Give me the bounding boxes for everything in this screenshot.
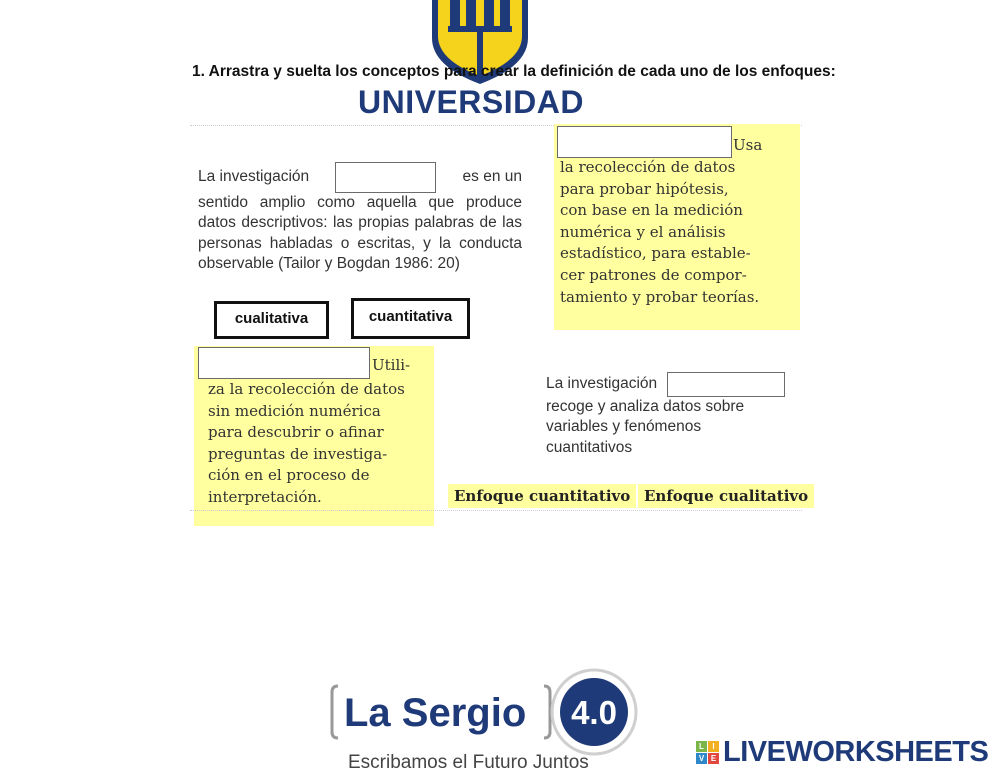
definition-card-right bbox=[554, 124, 800, 330]
instruction-text: 1. Arrastra y suelta los conceptos para crear la definición de cada uno de los enfoques: bbox=[192, 63, 836, 80]
label-enfoque-cuantitativo: Enfoque cuantitativo bbox=[448, 484, 636, 508]
la-sergio-version: 4.0 bbox=[571, 694, 617, 731]
divider bbox=[190, 510, 802, 511]
card-left-line: ción en el proceso de bbox=[208, 466, 370, 485]
card-right-line: cer patrones de compor- bbox=[560, 265, 747, 284]
card-right-line: para probar hipótesis, bbox=[560, 179, 729, 198]
university-title: UNIVERSIDAD bbox=[358, 84, 584, 120]
drop-target-right-paragraph[interactable] bbox=[667, 372, 785, 397]
definition-paragraph-right bbox=[546, 372, 786, 458]
card-left-line: interpretación. bbox=[208, 487, 322, 506]
lw-letter: L bbox=[696, 741, 707, 752]
paragraph-left-rest: sentido amplio como aquella que produce datos descriptivos: las propias palabras de las personas habladas o escritas, y la conducta observable (Tailor y Bogdan 1986: 20) bbox=[198, 194, 522, 273]
liveworksheets-wordmark: LIVEWORKSHEETS bbox=[723, 736, 989, 768]
draggable-word-cuantitativa[interactable]: cuantitativa bbox=[351, 298, 470, 339]
card-right-line: la recolección de datos bbox=[560, 158, 736, 176]
card-right-line: estadístico, para estable- bbox=[560, 244, 751, 263]
liveworksheets-brand[interactable] bbox=[696, 736, 988, 769]
lw-letter: I bbox=[708, 741, 719, 752]
paragraph-left-after-blank: es en un bbox=[462, 168, 522, 186]
paragraph-right-rest: recoge y analiza datos sobre variables y fenómenos cuantitativos bbox=[546, 398, 745, 456]
card-left-first-word: Utili- bbox=[372, 356, 411, 374]
draggable-word-cualitativa[interactable]: cualitativa bbox=[214, 301, 329, 339]
definition-paragraph-left bbox=[198, 162, 522, 275]
card-left-line: para descubrir o afinar bbox=[208, 423, 384, 442]
card-right-line: con base en la medición bbox=[560, 201, 743, 220]
lw-letter: V bbox=[696, 753, 707, 764]
drop-target-card-left[interactable] bbox=[198, 347, 370, 379]
paragraph-left-start: La investigación bbox=[198, 168, 310, 186]
liveworksheets-logo-icon bbox=[696, 741, 719, 764]
card-left-line: za la recolección de datos bbox=[208, 380, 405, 398]
la-sergio-name: La Sergio bbox=[344, 691, 527, 735]
card-left-line: sin medición numérica bbox=[208, 401, 381, 420]
drop-target-left-paragraph[interactable] bbox=[335, 162, 436, 193]
la-sergio-logo bbox=[328, 662, 648, 772]
definition-card-left bbox=[194, 346, 434, 526]
paragraph-right-start: La investigación bbox=[546, 375, 658, 393]
card-right-line: tamiento y probar teorías. bbox=[560, 287, 760, 306]
lw-letter: E bbox=[708, 753, 719, 764]
drop-target-card-right[interactable] bbox=[557, 126, 732, 158]
card-right-line: numérica y el análisis bbox=[560, 222, 726, 241]
card-left-line: preguntas de investiga- bbox=[208, 444, 388, 463]
label-enfoque-cualitativo: Enfoque cualitativo bbox=[638, 484, 814, 508]
la-sergio-tagline: Escribamos el Futuro Juntos bbox=[348, 752, 589, 772]
card-right-first-word: Usa bbox=[733, 136, 763, 154]
